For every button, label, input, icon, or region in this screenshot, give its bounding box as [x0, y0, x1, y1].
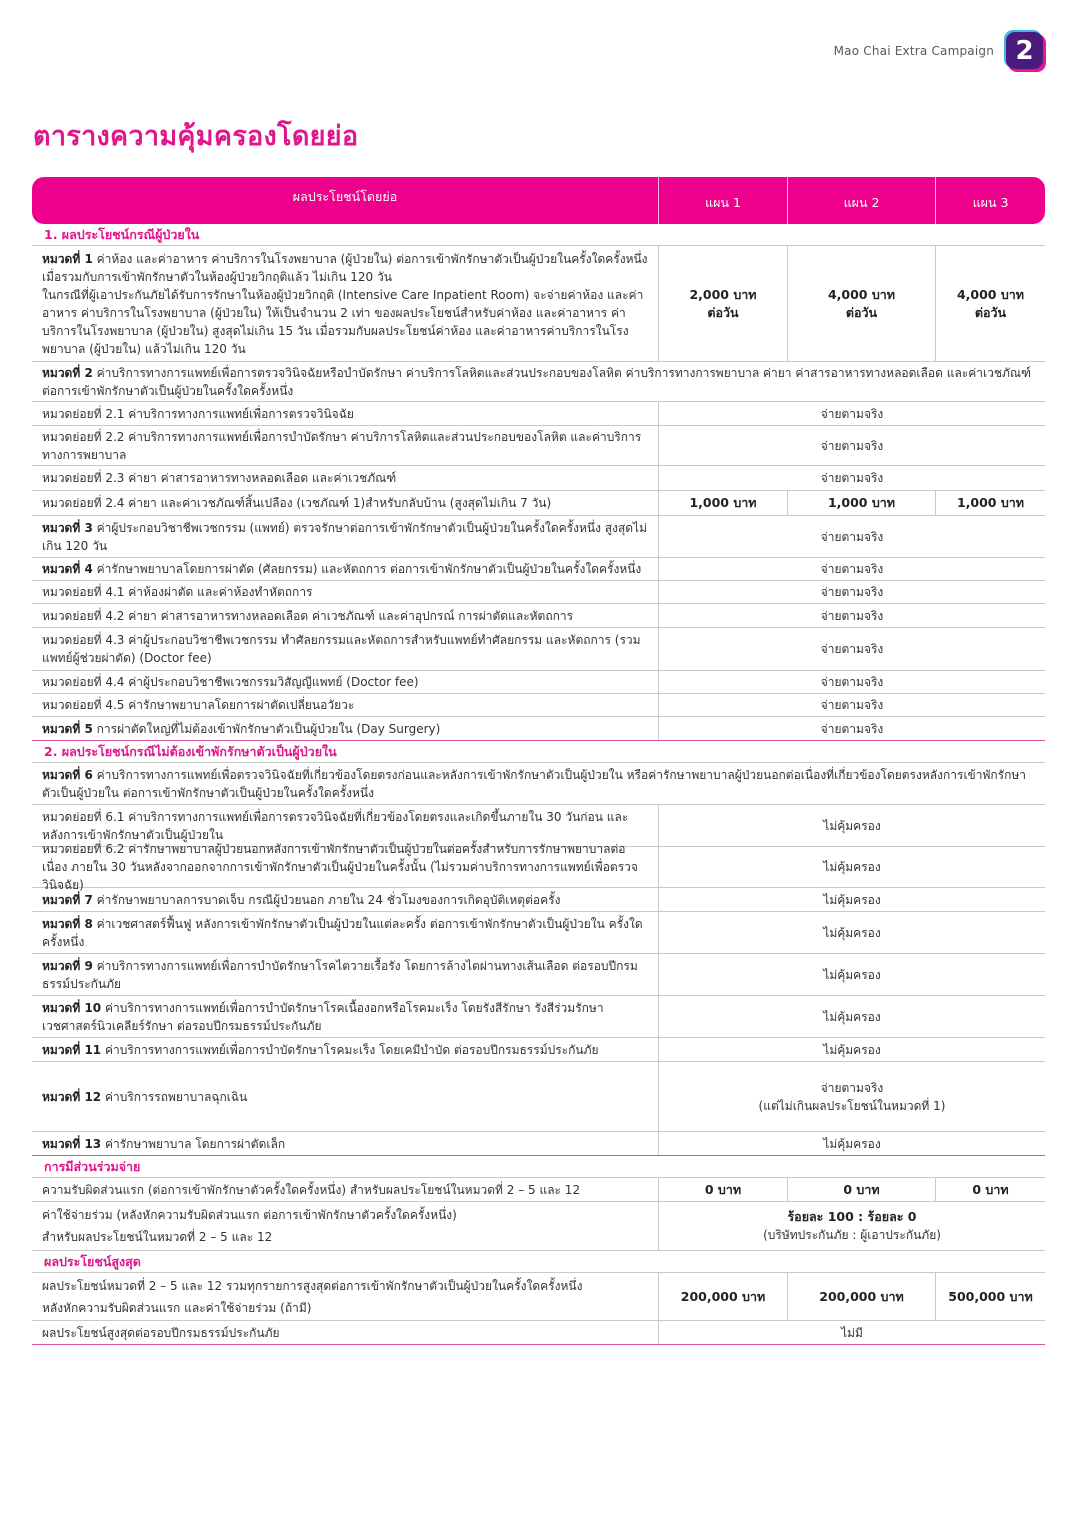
page-title: ตารางความคุ้มครองโดยย่อ [33, 121, 359, 152]
table-row: ผลประโยชน์หมวดที่ 2 – 5 และ 12 รวมทุกรายการสูงสุดต่อการเข้าพักรักษาตัวเป็นผู้ป่วยในครั้งใดครั้งหนึ่ง หลังหักความรับผิดส่วนแรก และค่าใช้จ่ายร่วม (ถ้ามี) 200,000 บาท 200,000 บาท 500,000 บาท [32, 1273, 1045, 1321]
section-max-benefit: ผลประโยชน์สูงสุด [32, 1251, 1045, 1273]
table-row: หมวดย่อยที่ 2.2 ค่าบริการทางการแพทย์เพื่อการบำบัดรักษา ค่าบริการโลหิตและส่วนประกอบของโลหิต และค่าบริการทางการพยาบาล จ่ายตามจริง [32, 426, 1045, 466]
section-inpatient: 1. ผลประโยชน์กรณีผู้ป่วยใน [32, 224, 1045, 246]
coverage-table [32, 177, 1045, 1345]
table-row: หมวดที่ 5 การผ่าตัดใหญ่ที่ไม่ต้องเข้าพักรักษาตัวเป็นผู้ป่วยใน (Day Surgery) จ่ายตามจริง [32, 717, 1045, 741]
table-row: หมวดที่ 11 ค่าบริการทางการแพทย์เพื่อการบำบัดรักษาโรคมะเร็ง โดยเคมีบำบัด ต่อรอบปีกรมธรรม์ประกันภัย ไม่คุ้มครอง [32, 1038, 1045, 1062]
table-row: หมวดย่อยที่ 2.1 ค่าบริการทางการแพทย์เพื่อการตรวจวินิจฉัย จ่ายตามจริง [32, 402, 1045, 426]
table-row: หมวดที่ 8 ค่าเวชศาสตร์ฟื้นฟู หลังการเข้าพักรักษาตัวเป็นผู้ป่วยในแต่ละครั้ง ต่อการเข้าพักรักษาตัวเป็นผู้ป่วยใน ครั้งใดครั้งหนึ่ง ไม่คุ้มครอง [32, 912, 1045, 954]
table-row: หมวดที่ 7 ค่ารักษาพยาบาลการบาดเจ็บ กรณีผู้ป่วยนอก ภายใน 24 ชั่วโมงของการเกิดอุบัติเหตุต่อครั้ง ไม่คุ้มครอง [32, 888, 1045, 912]
header-plan-2: แผน 2 [788, 177, 936, 224]
table-row: หมวดที่ 12 ค่าบริการรถพยาบาลฉุกเฉิน จ่ายตามจริง (แต่ไม่เกินผลประโยชน์ในหมวดที่ 1) [32, 1062, 1045, 1132]
table-row: หมวดที่ 6 ค่าบริการทางการแพทย์เพื่อตรวจวินิจฉัยที่เกี่ยวข้องโดยตรงก่อนและหลังการเข้าพักรักษาตัวเป็นผู้ป่วยใน หรือค่ารักษาพยาบาลผู้ป่วยนอกต่อเนื่องที่เกี่ยวข้องโดยตรงหลังการเข้าพักรักษาตัวเป็นผู้ป่วยใน ต่อการเข้าพักรักษาตัวเป็นผู้ป่วยในครั้งใดครั้งหนึ่ง [32, 763, 1045, 805]
table-row: หมวดย่อยที่ 4.2 ค่ายา ค่าสารอาหารทางหลอดเลือด ค่าเวชภัณฑ์ และค่าอุปกรณ์ การผ่าตัดและหัตถการ จ่ายตามจริง [32, 604, 1045, 628]
header-plan-1: แผน 1 [659, 177, 788, 224]
campaign-name: Mao Chai Extra Campaign [833, 44, 994, 58]
table-row: หมวดย่อยที่ 4.4 ค่าผู้ประกอบวิชาชีพเวชกรรมวิสัญญีแพทย์ (Doctor fee) จ่ายตามจริง [32, 671, 1045, 694]
table-header [32, 177, 1045, 224]
table-row: หมวดที่ 1 ค่าห้อง และค่าอาหาร ค่าบริการในโรงพยาบาล (ผู้ป่วยใน) ต่อการเข้าพักรักษาตัวเป็นผู้ป่วยในครั้งใดครั้งหนึ่ง เมื่อรวมกับการเข้าพักรักษาตัวในห้องผู้ป่วยวิกฤติแล้ว ไม่เกิน 120 วัน ในกรณีที่ผู้เอาประกันภัยได้รับการรักษาในห้องผู้ป่วยวิกฤติ (Intensive Care Inpatient Room) จะจ่ายค่าห้อง และค่าอาหาร ค่าบริการในโรงพยาบาล (ผู้ป่วยใน) ให้เป็นจำนวน 2 เท่า ของผลประโยชน์สำหรับค่าห้อง และค่าอาหาร ค่าบริการในโรงพยาบาล (ผู้ป่วยใน) สูงสุดไม่เกิน 15 วัน เมื่อรวมกับผลประโยชน์ค่าห้อง และค่าอาหารค่าบริการในโรงพยาบาล (ผู้ป่วยใน) แล้วไม่เกิน 120 วัน 2,000 บาท ต่อวัน 4,000 บาท ต่อวัน 4,000 บาท ต่อวัน [32, 246, 1045, 362]
table-row: หมวดย่อยที่ 4.5 ค่ารักษาพยาบาลโดยการผ่าตัดเปลี่ยนอวัยวะ จ่ายตามจริง [32, 694, 1045, 717]
table-row: ผลประโยชน์สูงสุดต่อรอบปีกรมธรรม์ประกันภัย ไม่มี [32, 1321, 1045, 1345]
table-row: หมวดย่อยที่ 4.3 ค่าผู้ประกอบวิชาชีพเวชกรรม ทำศัลยกรรมและหัตถการสำหรับแพทย์ทำศัลยกรรม และหัตถการ (รวมแพทย์ผู้ช่วยผ่าตัด) (Doctor fee) จ่ายตามจริง [32, 628, 1045, 671]
header-plan-3: แผน 3 [972, 194, 1009, 210]
table-row: หมวดย่อยที่ 4.1 ค่าห้องผ่าตัด และค่าห้องทำหัตถการ จ่ายตามจริง [32, 581, 1045, 604]
table-row: หมวดที่ 13 ค่ารักษาพยาบาล โดยการผ่าตัดเล็ก ไม่คุ้มครอง [32, 1132, 1045, 1156]
table-row: หมวดย่อยที่ 6.2 ค่ารักษาพยาบาลผู้ป่วยนอกหลังการเข้าพักรักษาตัวเป็นผู้ป่วยในต่อครั้งสำหรับการรักษาพยาบาลต่อเนื่อง ภายใน 30 วันหลังจากออกจากการเข้าพักรักษาตัวเป็นผู้ป่วยในครั้งนั้น (ไม่รวมค่าบริการทางการแพทย์เพื่อตรวจวินิจฉัย) ไม่คุ้มครอง [32, 847, 1045, 888]
table-row: หมวดที่ 9 ค่าบริการทางการแพทย์เพื่อการบำบัดรักษาโรคไตวายเรื้อรัง โดยการล้างไตผ่านทางเส้นเลือด ต่อรอบปีกรมธรรม์ประกันภัย ไม่คุ้มครอง [32, 954, 1045, 996]
table-row: หมวดที่ 10 ค่าบริการทางการแพทย์เพื่อการบำบัดรักษาโรคเนื้องอกหรือโรคมะเร็ง โดยรังสีรักษา รังสีร่วมรักษา เวชศาสตร์นิวเคลียร์รักษา ต่อรอบปีกรมธรรม์ประกันภัย ไม่คุ้มครอง [32, 996, 1045, 1038]
table-row: หมวดที่ 3 ค่าผู้ประกอบวิชาชีพเวชกรรม (แพทย์) ตรวจรักษาต่อการเข้าพักรักษาตัวเป็นผู้ป่วยในครั้งใดครั้งหนึ่ง สูงสุดไม่เกิน 120 วัน จ่ายตามจริง [32, 516, 1045, 558]
section-outpatient: 2. ผลประโยชน์กรณีไม่ต้องเข้าพักรักษาตัวเป็นผู้ป่วยใน [32, 741, 1045, 763]
table-row: ค่าใช้จ่ายร่วม (หลังหักความรับผิดส่วนแรก ต่อการเข้าพักรักษาตัวครั้งใดครั้งหนึ่ง) สำหรับผลประโยชน์ในหมวดที่ 2 – 5 และ 12 ร้อยละ 100 : ร้อยละ 0 (บริษัทประกันภัย : ผู้เอาประกันภัย) [32, 1202, 1045, 1251]
table-row: หมวดย่อยที่ 2.3 ค่ายา ค่าสารอาหารทางหลอดเลือด และค่าเวชภัณฑ์ จ่ายตามจริง [32, 466, 1045, 491]
table-row: หมวดย่อยที่ 6.1 ค่าบริการทางการแพทย์เพื่อการตรวจวินิจฉัยที่เกี่ยวข้องโดยตรงและเกิดขึ้นภายใน 30 วันก่อน และหลังการเข้าพักรักษาตัวเป็นผู้ป่วยใน ไม่คุ้มครอง [32, 805, 1045, 847]
table-row: หมวดที่ 4 ค่ารักษาพยาบาลโดยการผ่าตัด (ศัลยกรรม) และหัตถการ ต่อการเข้าพักรักษาตัวเป็นผู้ป่วยในครั้งใดครั้งหนึ่ง จ่ายตามจริง [32, 558, 1045, 581]
header-benefit: ผลประโยชน์โดยย่อ [32, 177, 659, 224]
campaign-badge-icon: 2 [1004, 30, 1046, 72]
table-row: หมวดย่อยที่ 2.4 ค่ายา และค่าเวชภัณฑ์สิ้นเปลือง (เวชภัณฑ์ 1)สำหรับกลับบ้าน (สูงสุดไม่เกิน 7 วัน) 1,000 บาท 1,000 บาท 1,000 บาท [32, 491, 1045, 516]
brand-header [834, 30, 1046, 72]
table-row: ความรับผิดส่วนแรก (ต่อการเข้าพักรักษาตัวครั้งใดครั้งหนึ่ง) สำหรับผลประโยชน์ในหมวดที่ 2 – 5 และ 12 0 บาท 0 บาท 0 บาท [32, 1178, 1045, 1202]
section-cost-sharing: การมีส่วนร่วมจ่าย [32, 1156, 1045, 1178]
table-row: หมวดที่ 2 ค่าบริการทางการแพทย์เพื่อการตรวจวินิจฉัยหรือบำบัดรักษา ค่าบริการโลหิตและส่วนประกอบของโลหิต ค่าบริการทางการพยาบาล ค่ายา ค่าสารอาหารทางหลอดเลือด และค่าเวชภัณฑ์ต่อการเข้าพักรักษาตัวเป็นผู้ป่วยในครั้งใดครั้งหนึ่ง [32, 362, 1045, 402]
